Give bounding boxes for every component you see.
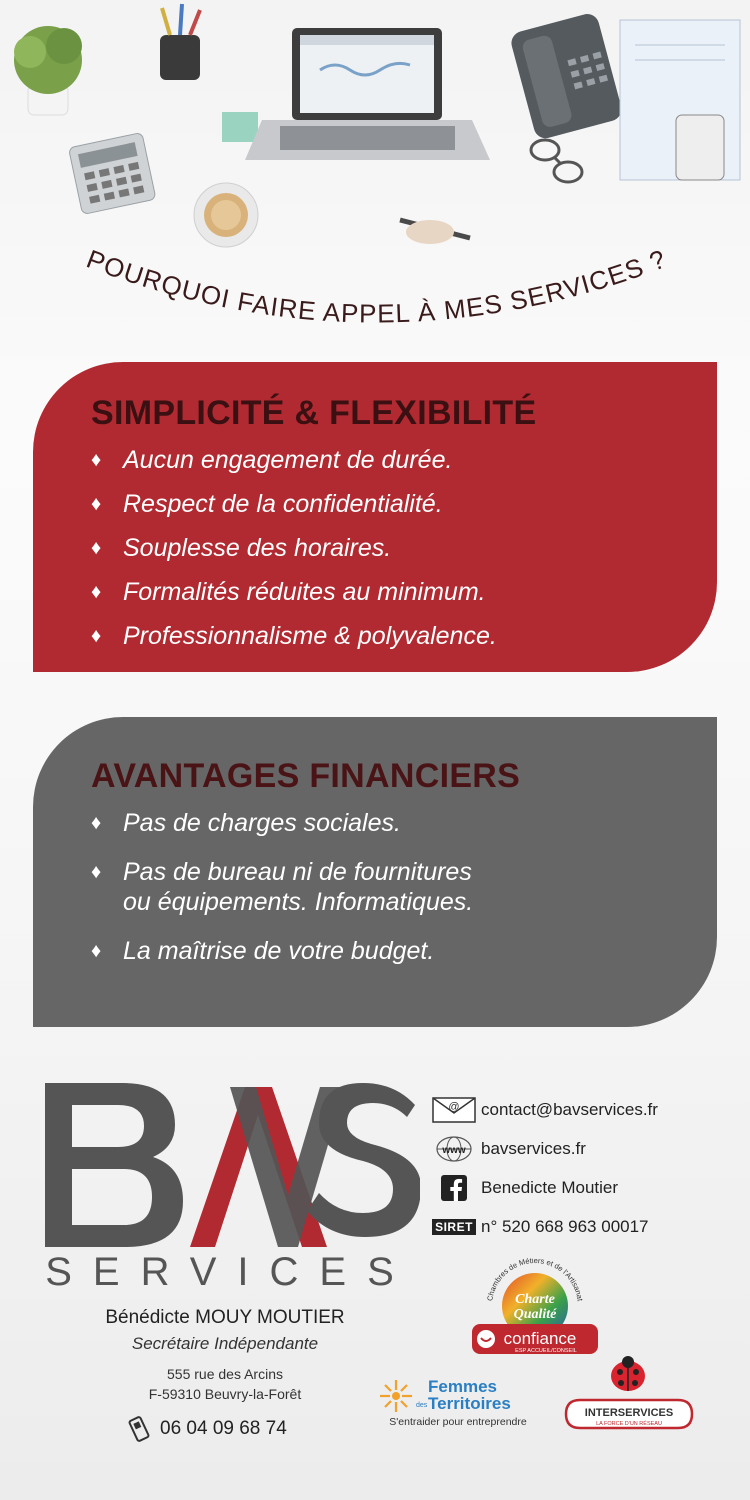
glasses-icon (531, 140, 582, 182)
svg-text:Qualité: Qualité (513, 1307, 557, 1322)
email-link[interactable]: contact@bavservices.fr (481, 1099, 658, 1119)
globe-icon (427, 1135, 481, 1163)
heading-text: POURQUOI FAIRE APPEL À MES SERVICES ? (82, 243, 671, 329)
facebook-row[interactable] (427, 1168, 727, 1207)
list-item: ♦ Pas de charges sociales. (91, 809, 401, 837)
list-item: ♦ La maîtrise de votre budget. (91, 937, 435, 965)
svg-text:www: www (442, 1144, 466, 1156)
svg-text:Charte: Charte (515, 1292, 555, 1307)
svg-text:des: des (416, 1402, 428, 1409)
phone-row[interactable] (128, 1416, 287, 1442)
sticky-note-icon (222, 112, 258, 142)
document-icon (620, 20, 740, 180)
simplicity-list (91, 445, 717, 651)
contact-list (427, 1090, 727, 1246)
bavs-logo (40, 1075, 420, 1290)
simplicity-panel (33, 362, 717, 672)
envelope-icon (427, 1097, 481, 1123)
phone-icon (128, 1416, 150, 1442)
logo-subtitle: SERVICES (45, 1250, 415, 1290)
svg-text:confiance: confiance (503, 1329, 577, 1348)
diamond-bullet-icon: ♦ (91, 812, 102, 834)
svg-text:ESP ACCUEIL/CONSEIL: ESP ACCUEIL/CONSEIL (515, 1348, 577, 1354)
siret-number: n° 520 668 963 00017 (481, 1216, 649, 1236)
calculator-icon (68, 132, 155, 214)
svg-text:S'entraider pour entreprendre: S'entraider pour entreprendre (389, 1416, 527, 1428)
diamond-bullet-icon: ♦ (91, 493, 102, 515)
list-item: ♦ Respect de la confidentialité. (91, 490, 443, 518)
siret-icon: SIRET (427, 1219, 481, 1235)
list-item: ♦ Formalités réduites au minimum. (91, 578, 486, 606)
smartphone-icon (676, 115, 724, 180)
diamond-bullet-icon: ♦ (91, 537, 102, 559)
website-link[interactable]: bavservices.fr (481, 1138, 586, 1158)
svg-text:Femmes: Femmes (428, 1377, 497, 1396)
person-title: Secrétaire Indépendante (131, 1334, 319, 1353)
curved-heading (0, 210, 750, 360)
financial-list (91, 808, 717, 966)
facebook-link[interactable]: Benedicte Moutier (481, 1177, 619, 1197)
address-line-2: F-59310 Beuvry-la-Forêt (148, 1386, 302, 1402)
siret-row (427, 1207, 727, 1246)
diamond-bullet-icon: ♦ (91, 625, 102, 647)
facebook-icon (427, 1175, 481, 1201)
simplicity-title: SIMPLICITÉ & FLEXIBILITÉ (91, 394, 537, 432)
person-info (40, 1307, 410, 1404)
diamond-bullet-icon: ♦ (91, 940, 102, 962)
svg-text:LA FORCE D'UN RÉSEAU: LA FORCE D'UN RÉSEAU (596, 1421, 662, 1427)
desk-phone-icon (509, 11, 624, 141)
svg-text:Territoires: Territoires (428, 1394, 511, 1413)
laptop-icon (245, 28, 490, 160)
pencil-cup-icon (160, 4, 200, 80)
charte-qualite-badge (470, 1258, 600, 1358)
femmes-territoires-badge (372, 1372, 552, 1432)
address-line-1: 555 rue des Arcins (167, 1366, 283, 1382)
list-item: ♦ Professionnalisme & polyvalence. (91, 622, 497, 650)
svg-text:Chambres de Métiers et de l'Ar: Chambres de Métiers et de l'Artisanat (485, 1258, 585, 1302)
svg-text:INTERSERVICES: INTERSERVICES (584, 1407, 674, 1419)
financial-title: AVANTAGES FINANCIERS (91, 757, 521, 795)
diamond-bullet-icon: ♦ (91, 449, 102, 471)
person-name: Bénédicte MOUY MOUTIER (105, 1307, 345, 1328)
phone-number[interactable]: 06 04 09 68 74 (160, 1418, 287, 1439)
list-item: ♦ Aucun engagement de durée. (91, 446, 453, 474)
interservices-badge (558, 1354, 700, 1434)
financial-panel (33, 717, 717, 1027)
diamond-bullet-icon: ♦ (91, 581, 102, 603)
website-row[interactable] (427, 1129, 727, 1168)
plant-icon (14, 26, 82, 115)
list-item: ♦ Pas de bureau ni de fournitures ou équipements. Informatiques. (91, 858, 474, 916)
email-row[interactable] (427, 1090, 727, 1129)
diamond-bullet-icon: ♦ (91, 861, 102, 883)
ladybug-icon (611, 1356, 645, 1391)
svg-text:POURQUOI FAIRE APPEL À MES SER (83, 243, 671, 328)
svg-text:@: @ (448, 1100, 460, 1113)
list-item: ♦ Souplesse des horaires. (91, 534, 392, 562)
